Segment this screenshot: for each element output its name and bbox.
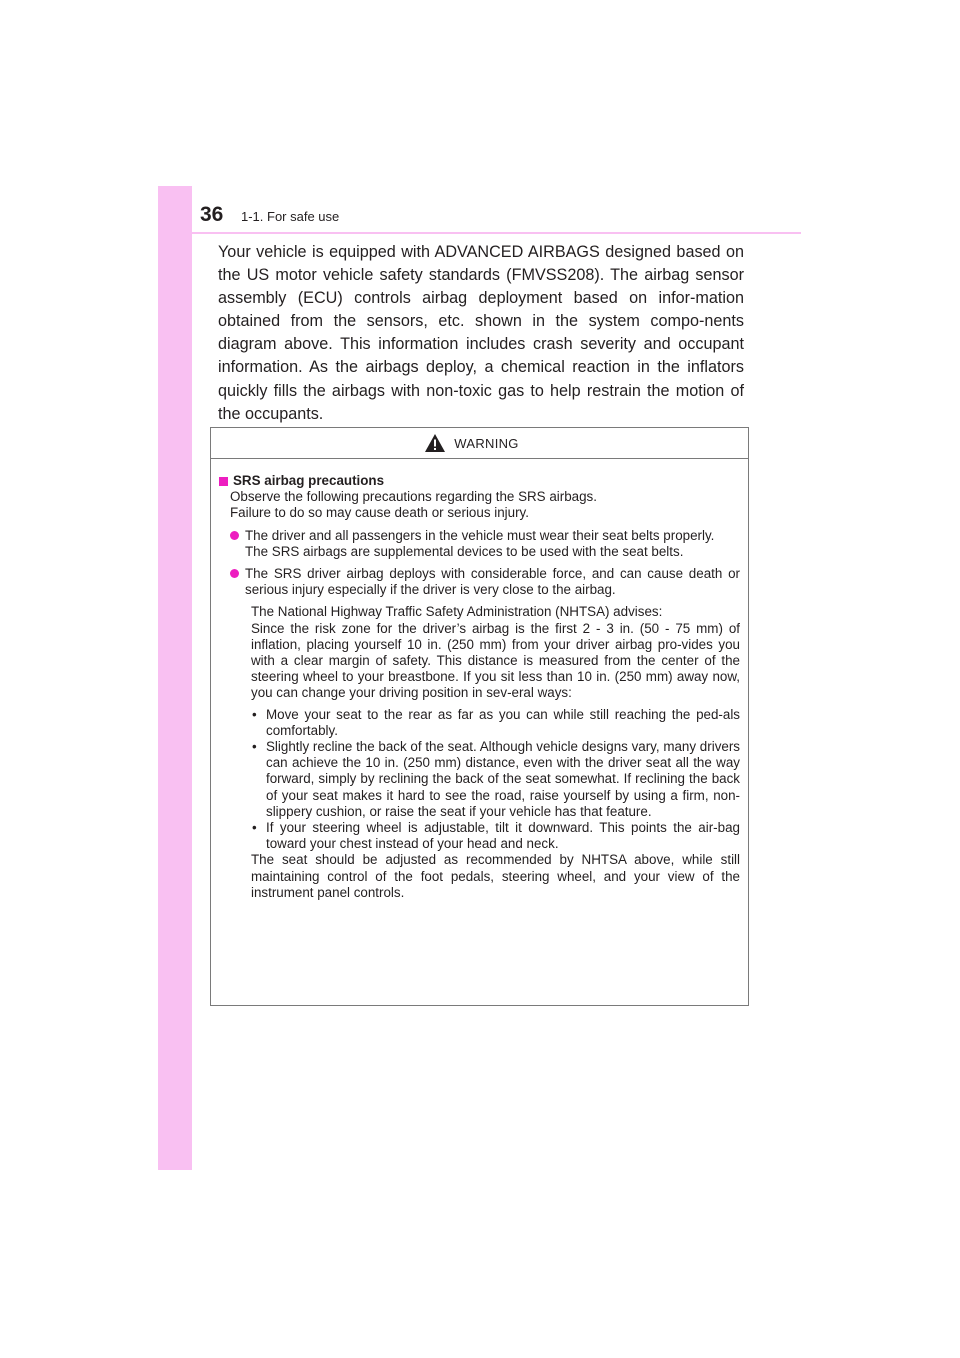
warning-body xyxy=(211,459,748,901)
warning-label: WARNING xyxy=(454,435,519,451)
bullet-text: The SRS airbags are supplemental devices to be used with the seat belts. xyxy=(245,543,684,559)
section-heading-text: SRS airbag precautions xyxy=(233,473,385,488)
list-item-text: Slightly recline the back of the seat. Although vehicle designs vary, many drivers can achieve the 10 in. (250 mm) distance, even with the driver seat all the way forward, simply by reclining the back of the seat somewhat. If reclining the back of your seat makes it hard to see the road, raise yourself by using a firm, non-slippery cushion, or raise the seat if your vehicle has that feature. xyxy=(266,739,740,819)
lead-line-1: Observe the following precautions regarding the SRS airbags. xyxy=(230,489,597,505)
dot-marker: • xyxy=(252,706,257,722)
warning-box xyxy=(210,427,749,1006)
dot-marker: • xyxy=(252,739,257,755)
bullet-item xyxy=(219,566,740,598)
list-item xyxy=(251,707,740,739)
square-bullet-icon xyxy=(219,477,228,486)
list-item xyxy=(251,820,740,852)
side-color-band xyxy=(158,186,192,1170)
nhtsa-body: Since the risk zone for the driver’s airbag is the first 2 - 3 in. (50 - 75 mm) of inflation, placing yourself 10 in. (250 mm) from your driver airbag pro-vides you with a clear margin of safety. This distance is measured from the center of the steering wheel to your breastbone. If you sit less than 10 in. (250 mm) away now, you can change your driving position in sev-eral ways: xyxy=(251,620,740,701)
warning-triangle-icon xyxy=(424,433,446,453)
sub-list xyxy=(251,707,740,853)
list-item-text: Move your seat to the rear as far as you can while still reaching the ped-als comfortably. xyxy=(266,706,740,738)
nhtsa-block xyxy=(251,604,740,701)
nhtsa-intro: The National Highway Traffic Safety Administration (NHTSA) advises: xyxy=(251,604,663,620)
intro-paragraph: Your vehicle is equipped with ADVANCED AIRBAGS designed based on the US motor vehicle safety standards (FMVSS208). The airbag sensor assembly (ECU) controls airbag deployment based on infor-mation obtained from the sensors, etc. shown in the system compo-nents diagram above. This information includes crash severity and occupant information. As the airbags deploy, a chemical reaction in the inflators quickly fills the airbags with non-toxic gas to help restrain the motion of the occupants. xyxy=(218,243,744,423)
round-bullet-icon xyxy=(230,531,239,540)
lead-line-2: Failure to do so may cause death or serious injury. xyxy=(230,505,529,521)
bullet-content xyxy=(245,528,740,560)
closing-paragraph: The seat should be adjusted as recommended by NHTSA above, while still maintaining control of the foot pedals, steering wheel, and your view of the instrument panel controls. xyxy=(251,852,740,900)
bullet-item xyxy=(219,528,740,560)
bullet-text: The SRS driver airbag deploys with considerable force, and can cause death or serious injury especially if the driver is very close to the airbag. xyxy=(245,566,740,598)
header-rule xyxy=(192,232,801,234)
lead-text xyxy=(230,489,740,521)
section-heading xyxy=(219,473,740,489)
bullet-text: The driver and all passengers in the vehicle must wear their seat belts properly. xyxy=(245,527,715,543)
list-item xyxy=(251,739,740,820)
section-label: 1-1. For safe use xyxy=(241,209,340,224)
dot-marker: • xyxy=(252,820,257,836)
list-item-text: If your steering wheel is adjustable, tilt it downward. This points the air-bag toward your chest instead of your head and neck. xyxy=(266,820,740,852)
round-bullet-icon xyxy=(230,569,239,578)
bullet-content xyxy=(245,566,740,598)
page-number: 36 xyxy=(200,203,224,226)
warning-header xyxy=(211,428,748,459)
